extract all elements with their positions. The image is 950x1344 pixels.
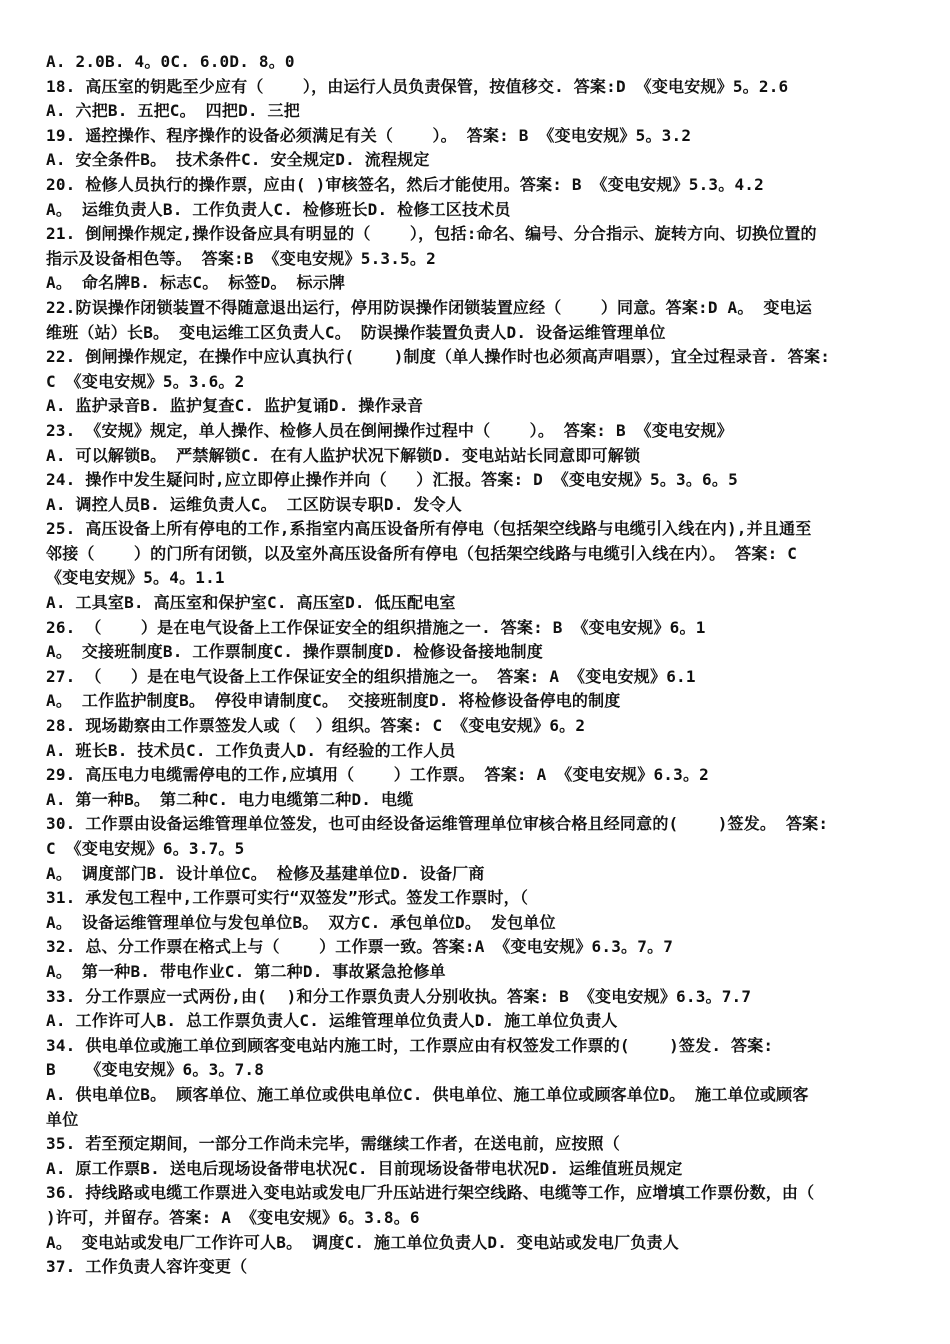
text-line: 28. 现场勘察由工作票签发人或（ ）组织。答案: C 《变电安规》6。2 [46,716,586,736]
text-line: A。 交接班制度B. 工作票制度C. 操作票制度D. 检修设备接地制度 [46,642,543,662]
text-line: A。 工作监护制度B。 停役申请制度C。 交接班制度D. 将检修设备停电的制度 [46,691,621,711]
text-line: 19. 遥控操作、程序操作的设备必须满足有关（ ）。 答案: B 《变电安规》5。3.2 [46,125,692,145]
text-line: 35. 若至预定期间，一部分工作尚未完毕，需继续工作者，在送电前，应按照（ [46,1134,620,1154]
text-line: 《变电安规》5。4。1.1 [46,568,225,588]
text-line: A. 安全条件B。 技术条件C. 安全规定D. 流程规定 [46,150,430,170]
document-body [46,50,914,1280]
text-line: 22. 倒闸操作规定，在操作中应认真执行( )制度（单人操作时也必须高声唱票），宜全过程录音. 答案: [46,347,831,367]
text-line: 30. 工作票由设备运维管理单位签发，也可由经设备运维管理单位审核合格且经同意的( )签发。 答案: [46,814,829,834]
text-line: 20. 检修人员执行的操作票，应由( )审核签名，然后才能使用。答案: B 《变电安规》5.3。4.2 [46,174,764,194]
text-line: A. 第一种B。 第二种C. 电力电缆第二种D. 电缆 [46,789,414,809]
text-line: 33. 分工作票应一式两份,由( )和分工作票负责人分别收执。答案: B 《变电安规》6.3。7.7 [46,986,752,1006]
text-line: A. 供电单位B。 顾客单位、施工单位或供电单位C. 供电单位、施工单位或顾客单位D。 施工单位或顾客 [46,1084,809,1104]
text-line: A。 调度部门B. 设计单位C。 检修及基建单位D. 设备厂商 [46,863,485,883]
text-line: 27. （ ）是在电气设备上工作保证安全的组织措施之一。 答案: A 《变电安规》6.1 [46,666,696,686]
text-line: 37. 工作负责人容许变更（ [46,1257,248,1277]
text-line: 21. 倒闸操作规定,操作设备应具有明显的（ ），包括:命名、编号、分合指示、旋转方向、切换位置的 [46,224,817,244]
text-line: A. 原工作票B. 送电后现场设备带电状况C. 目前现场设备带电状况D. 运维值班员规定 [46,1158,683,1178]
text-line: A. 2.0B. 4。0C. 6.0D. 8。0 [46,52,295,71]
text-line: A. 调控人员B. 运维负责人C。 工区防误专职D. 发令人 [46,494,462,514]
text-line: A。 运维负责人B. 工作负责人C. 检修班长D. 检修工区技术员 [46,199,511,219]
text-line: 25. 高压设备上所有停电的工作,系指室内高压设备所有停电（包括架空线路与电缆引入线在内),并且通至 [46,519,812,539]
text-line: 32. 总、分工作票在格式上与（ ）工作票一致。答案:A 《变电安规》6.3。7。7 [46,937,674,957]
text-line: A. 班长B. 技术员C. 工作负责人D. 有经验的工作人员 [46,740,456,760]
text-line: 31. 承发包工程中,工作票可实行“双签发”形式。签发工作票时，（ [46,888,529,908]
text-line: 指示及设备相色等。 答案:B 《变电安规》5.3.5。2 [46,248,436,268]
text-line: 23. 《安规》规定，单人操作、检修人员在倒闸操作过程中（ ）。 答案: B 《变电安规》 [46,420,733,440]
text-line: A。 第一种B. 带电作业C. 第二种D. 事故紧急抢修单 [46,961,446,981]
text-line: C 《变电安规》6。3.7。5 [46,839,245,858]
text-line: A. 监护录音B. 监护复查C. 监护复诵D. 操作录音 [46,396,424,416]
text-line: 维班（站）长B。 变电运维工区负责人C。 防误操作装置负责人D. 设备运维管理单位 [46,322,666,342]
text-line: A. 工作许可人B. 总工作票负责人C. 运维管理单位负责人D. 施工单位负责人 [46,1011,618,1031]
text-line: B 《变电安规》6。3。7.8 [46,1060,265,1080]
text-line: 34. 供电单位或施工单位到顾客变电站内施工时，工作票应由有权签发工作票的( )签发. 答案: [46,1035,774,1055]
text-line: 邻接（ ）的门所有闭锁，以及室外高压设备所有停电（包括架空线路与电缆引入线在内）。 答案: C [46,543,798,563]
text-line: C 《变电安规》5。3.6。2 [46,371,245,391]
text-line: 36. 持线路或电缆工作票进入变电站或发电厂升压站进行架空线路、电缆等工作，应增填工作票份数，由（ [46,1183,815,1203]
text-line: 26. （ ）是在电气设备上工作保证安全的组织措施之一. 答案: B 《变电安规》6。1 [46,617,706,637]
text-line: 单位 [46,1109,79,1129]
text-line: 29. 高压电力电缆需停电的工作,应填用（ ）工作票。 答案: A 《变电安规》6.3。2 [46,765,709,785]
text-line: A。 设备运维管理单位与发包单位B。 双方C. 承包单位D。 发包单位 [46,912,556,932]
text-line: A. 可以解锁B。 严禁解锁C. 在有人监护状况下解锁D. 变电站站长同意即可解锁 [46,445,641,465]
text-line: A。 命名牌B. 标志C。 标签D。 标示牌 [46,273,346,293]
text-line: )许可，并留存。答案: A 《变电安规》6。3.8。6 [46,1207,420,1227]
text-line: 24. 操作中发生疑问时,应立即停止操作并向（ ）汇报。答案: D 《变电安规》5。3。6。5 [46,470,738,490]
text-line: A. 六把B. 五把C。 四把D. 三把 [46,101,300,121]
text-line: A。 变电站或发电厂工作许可人B。 调度C. 施工单位负责人D. 变电站或发电厂负责人 [46,1232,679,1252]
text-line: A. 工具室B. 高压室和保护室C. 高压室D. 低压配电室 [46,593,456,613]
text-line: 18. 高压室的钥匙至少应有（ ），由运行人员负责保管，按值移交. 答案:D 《变电安规》5。2.6 [46,76,789,96]
text-line: 22.防误操作闭锁装置不得随意退出运行，停用防误操作闭锁装置应经（ ）同意。答案:D A。 变电运 [46,297,812,317]
